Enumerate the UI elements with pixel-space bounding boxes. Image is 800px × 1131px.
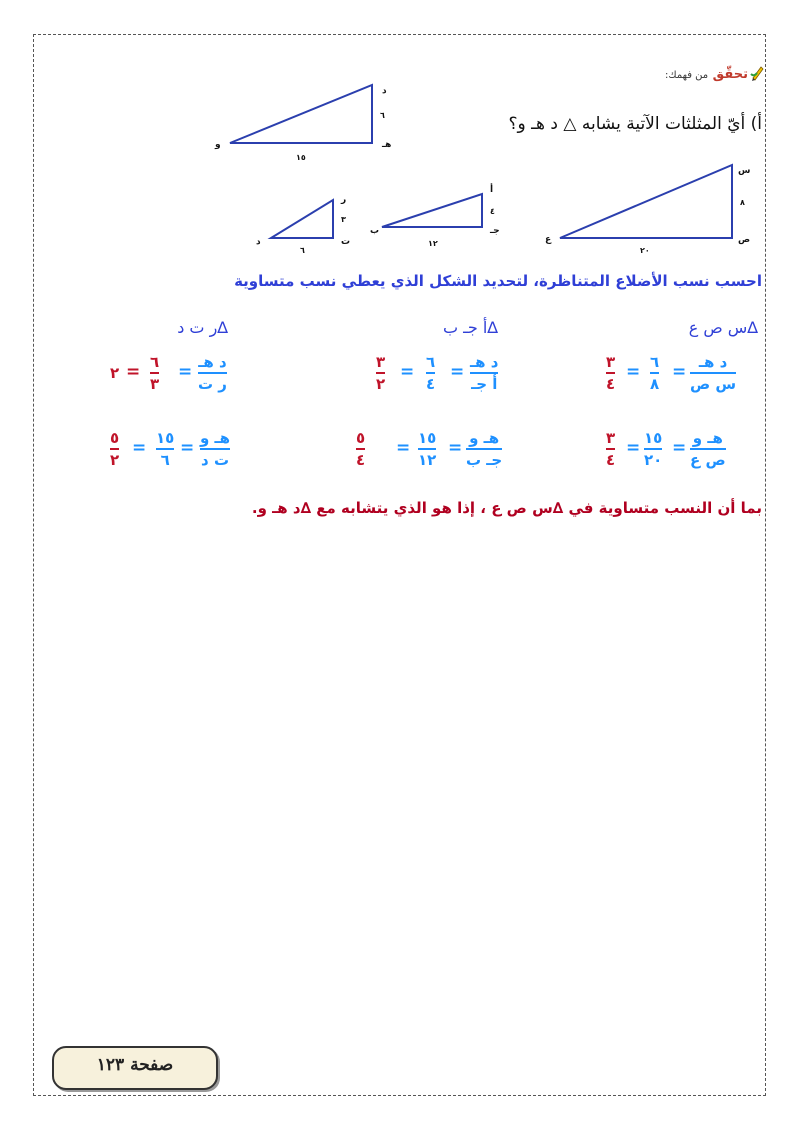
fraction-numerator: هـ و <box>469 429 500 447</box>
fraction-denominator: ٢٠ <box>644 451 663 469</box>
fraction-denominator: ٨ <box>650 375 660 393</box>
fraction-numerator: د هـ <box>198 353 227 371</box>
fraction-numerator: ١٥ <box>644 429 663 447</box>
fraction-denominator: ت د <box>201 451 230 469</box>
fraction-denominator: ٤ <box>356 451 366 469</box>
fraction <box>200 428 230 470</box>
t2-vertex-1: أ <box>490 185 494 195</box>
equals-sign: = <box>672 362 687 382</box>
t3-side-2: ٦ <box>300 246 305 255</box>
t1-vertex-3: ع <box>545 235 552 245</box>
fraction <box>606 428 615 470</box>
fraction <box>466 428 502 470</box>
triangles-diagram <box>0 0 800 260</box>
fraction-denominator: جـ ب <box>466 451 503 469</box>
fraction-numerator: ١٥ <box>156 429 175 447</box>
fraction-numerator: ٦ <box>426 353 436 371</box>
fraction <box>644 428 662 470</box>
fraction-numerator: ٦ <box>150 353 160 371</box>
main-triangle <box>230 85 372 143</box>
fraction-numerator: هـ و <box>692 429 723 447</box>
fraction-numerator: ٣ <box>606 353 616 371</box>
fraction-numerator: ٣ <box>376 353 386 371</box>
fraction-numerator: د هـ <box>470 353 499 371</box>
ratio-value: ٢ <box>110 364 120 382</box>
fraction-denominator: ٣ <box>150 375 160 393</box>
main-side-2: ١٥ <box>296 153 306 162</box>
fraction <box>356 428 365 470</box>
fraction <box>426 352 435 394</box>
t3-side-1: ٣ <box>341 215 346 224</box>
equals-sign: = <box>126 362 141 382</box>
fraction <box>606 352 615 394</box>
main-vertex-3: و <box>215 140 221 150</box>
fraction <box>690 428 726 470</box>
fraction-denominator: ٤ <box>606 451 616 469</box>
fraction-denominator: ٤ <box>606 375 616 393</box>
fraction-numerator: هـ و <box>200 429 231 447</box>
heading-triangle-2: ∆أ جـ ب <box>443 318 498 337</box>
t1-side-2: ٢٠ <box>640 246 650 255</box>
fraction-denominator: ٢ <box>376 375 386 393</box>
heading-triangle-3: ∆ر ت د <box>177 318 228 337</box>
equals-sign: = <box>180 438 195 458</box>
fraction <box>110 428 119 470</box>
fraction-denominator: أ جـ <box>471 375 498 393</box>
equals-sign: = <box>400 362 415 382</box>
question-text: أ) أيّ المثلثات الآتية يشابه △ د هـ و؟ <box>508 114 762 134</box>
fraction-denominator: ر ت <box>198 375 227 393</box>
equals-sign: = <box>396 438 411 458</box>
equals-sign: = <box>672 438 687 458</box>
fraction-numerator: ١٥ <box>418 429 437 447</box>
t2-side-1: ٤ <box>490 207 495 216</box>
fraction-denominator: ٤ <box>426 375 436 393</box>
equals-sign: = <box>178 362 193 382</box>
t2-vertex-2: جـ <box>490 226 500 236</box>
page-number-label: صفحة ١٢٣ <box>96 1055 174 1075</box>
main-vertex-2: هـ <box>382 140 392 150</box>
triangle-2 <box>382 194 482 227</box>
fraction-denominator: ٢ <box>110 451 120 469</box>
t1-vertex-2: ص <box>738 235 751 245</box>
fraction <box>376 352 385 394</box>
fraction-numerator: ٣ <box>606 429 616 447</box>
fraction-denominator: ١٢ <box>418 451 437 469</box>
fraction-numerator: ٥ <box>356 429 366 447</box>
t1-side-1: ٨ <box>740 198 745 207</box>
equals-sign: = <box>626 438 641 458</box>
fraction <box>470 352 498 394</box>
t2-vertex-3: ب <box>370 226 380 236</box>
fraction-denominator: ص ع <box>690 451 726 469</box>
equals-sign: = <box>626 362 641 382</box>
t3-vertex-3: د <box>256 237 261 247</box>
main-side-1: ٦ <box>380 111 385 120</box>
fraction-numerator: د هـ <box>698 353 728 371</box>
t3-vertex-2: ت <box>341 237 351 247</box>
fraction <box>650 352 659 394</box>
main-vertex-1: د <box>382 86 387 96</box>
fraction <box>150 352 159 394</box>
instruction-text: احسب نسب الأضلاع المتناظرة، لتحديد الشكل الذي يعطي نسب متساوية <box>234 272 762 290</box>
heading-triangle-1: ∆س ص ع <box>688 318 758 337</box>
fraction-numerator: ٦ <box>650 353 660 371</box>
equals-sign: = <box>448 438 463 458</box>
check-title-text: تحقّق <box>712 67 748 82</box>
fraction <box>418 428 436 470</box>
triangle-3 <box>271 200 333 238</box>
t3-vertex-1: ر <box>341 195 347 205</box>
check-subtitle-text: من فهمك: <box>665 70 709 81</box>
equals-sign: = <box>450 362 465 382</box>
conclusion-text: بما أن النسب متساوية في ∆س ص ع ، إذا هو الذي يتشابه مع ∆د هـ و. <box>251 499 762 517</box>
t2-side-2: ١٢ <box>428 239 438 248</box>
fraction <box>690 352 736 394</box>
fraction <box>156 428 174 470</box>
fraction-denominator: ٦ <box>160 451 170 469</box>
fraction-denominator: س ص <box>690 375 737 393</box>
triangle-1 <box>560 165 732 238</box>
fraction <box>198 352 227 394</box>
t1-vertex-1: س <box>738 166 751 176</box>
fraction-numerator: ٥ <box>110 429 120 447</box>
equals-sign: = <box>132 438 147 458</box>
